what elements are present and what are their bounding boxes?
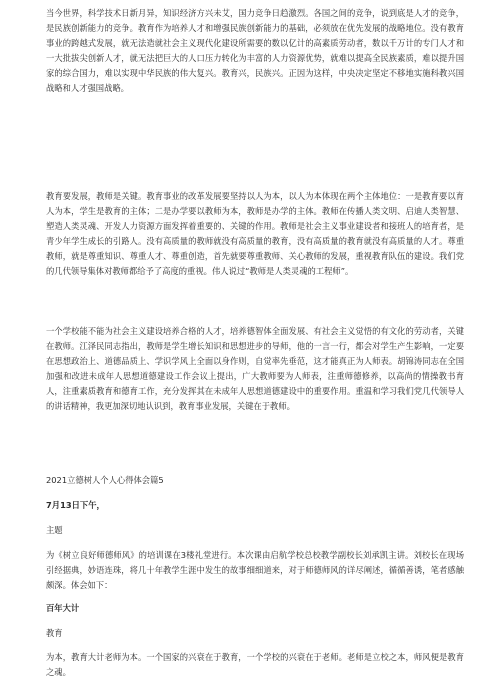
topic-label: 主题 [46,525,63,535]
paragraph-5: 为本，教育大计老师为本。一个国家的兴衰在于教育，一个学校的兴衰在于老师。老师是立校之本，师风便是教育之魂。 [46,652,464,677]
date-line: 7月13日下午， [46,500,105,510]
paragraph-3: 一个学校能不能为社会主义建设培养合格的人才，培养德智体全面发展、有社会主义觉悟的有文化的劳动者，关键在教师。江泽民同志指出，教师是学生增长知识和思想进步的导师，他的一言一行，都会对学生产生影响，一定要在思想政治上、道德品质上、学识学风上全面以身作则，自觉率先垂范，这才能真正为人师表。胡锦涛同志在全国加强和改进未成年人思想道德建设工作会议上提出，广大教师要为人师表，注重师德修养，以高尚的情操教书育人，注重素质教育和德育工作，充分发挥其在未成年人思想道德建设中的重要作用。重温和学习我们党几代领导人的讲话精神，我更加深切地认识到，教育事业发展，关键在于教师。 [46,326,464,411]
paragraph-2: 教育要发展，教师是关键。教育事业的改革发展要坚持以人为本，以人为本体现在两个主体地位：一是教育要以育人为本，学生是教育的主体；二是办学要以教师为本，教师是办学的主体。教师在传播人类文明、启迪人类智慧、塑造人类灵魂、开发人力资源方面发挥着重要的、关键的作用。教师是社会主义事业建设者和接班人的培育者，是青少年学生成长的引路人。没有高质量的教师就没有高质量的教育，没有高质量的教育就没有高质量的人才。尊重教师，就是尊重知识、尊重人才、尊重创造，首先就要尊重教师、关心教师的发展，重视教育队伍的建设。我们党的几代领导集体对教师都给予了高度的重视。伟人说过“教师是人类灵魂的工程师”。 [46,191,464,276]
paragraph-4: 为《树立良好师德师风》的培训课在3楼礼堂进行。本次课由启航学校总校教学副校长刘承凯主讲。刘校长在现场引经据典，妙语连珠，将几十年教学生涯中发生的故事细细道来，对于师德师风的详尽阐述，循循善诱，笔者感触颇深。体会如下： [46,550,464,590]
subheading-education: 教育 [46,628,63,638]
subheading-plan: 百年大计 [46,603,80,613]
section-title: 2021立德树人个人心得体会篇5 [46,475,164,485]
paragraph-1: 当今世界，科学技术日新月异，知识经济方兴未艾，国力竞争日趋激烈。各国之间的竞争，说到底是人才的竞争，是民族创新能力的竞争。教育作为培养人才和增强民族创新能力的基础，必须放在优先发展的战略地位。没有教育事业的跨越式发展，就无法造就社会主义现代化建设所需要的数以亿计的高素质劳动者，数以千万计的专门人才和一大批拔尖创新人才，就无法把巨大的人口压力转化为丰富的人力资源优势，就难以提高全民族素质，难以提升国家的综合国力，难以实现中华民族的伟大复兴。教育兴，民族兴。正因为这样，中央决定坚定不移地实施科教兴国战略和人才强国战略。 [46,8,464,93]
